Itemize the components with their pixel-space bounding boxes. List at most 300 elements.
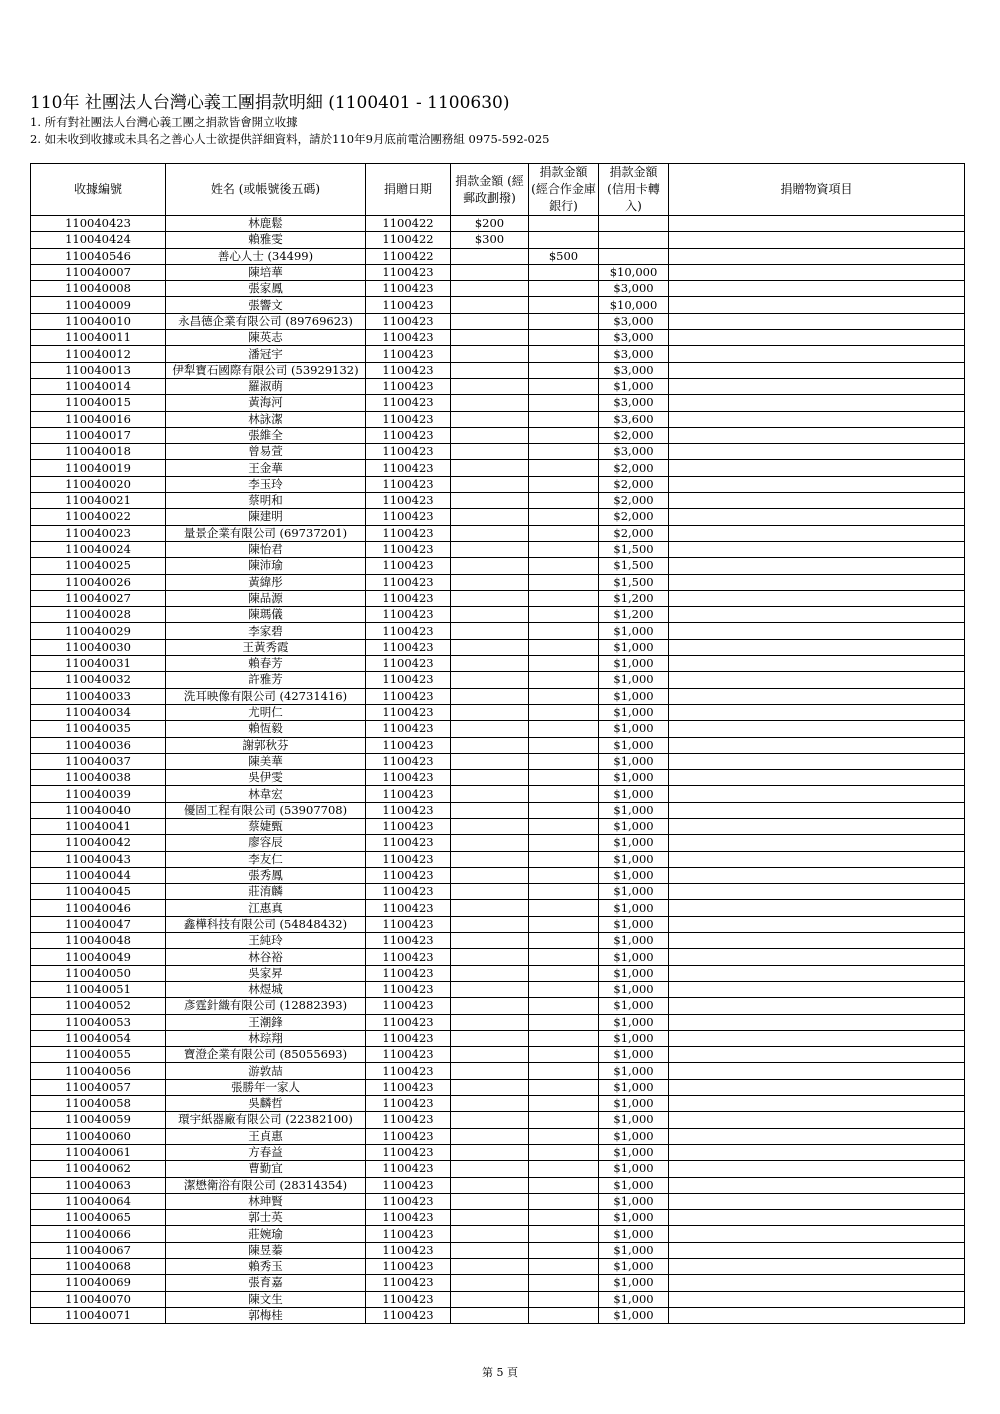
cell-receipt-no: 110040028 (31, 607, 166, 623)
header-receipt-no: 收據編號 (31, 164, 166, 216)
cell-donor-name: 李友仁 (166, 851, 366, 867)
cell-amount-bank (529, 786, 599, 802)
table-row (31, 607, 965, 623)
cell-amount-postal (451, 867, 529, 883)
cell-receipt-no: 110040039 (31, 786, 166, 802)
cell-donor-name: 潘冠宇 (166, 346, 366, 362)
cell-amount-bank (529, 1242, 599, 1258)
cell-donor-name: 陳英志 (166, 330, 366, 346)
cell-receipt-no: 110040058 (31, 1096, 166, 1112)
cell-amount-postal (451, 1030, 529, 1046)
cell-donor-name: 陳怡君 (166, 541, 366, 557)
cell-donor-name: 蔡婕甄 (166, 818, 366, 834)
table-row (31, 981, 965, 997)
cell-donated-items (669, 1096, 965, 1112)
cell-receipt-no: 110040071 (31, 1307, 166, 1323)
cell-donation-date: 1100423 (366, 721, 451, 737)
cell-amount-postal (451, 607, 529, 623)
cell-donation-date: 1100423 (366, 395, 451, 411)
table-row (31, 1096, 965, 1112)
cell-amount-bank (529, 688, 599, 704)
cell-donated-items (669, 786, 965, 802)
cell-amount-postal (451, 444, 529, 460)
cell-amount-postal (451, 1144, 529, 1160)
cell-donated-items (669, 1047, 965, 1063)
cell-donor-name: 張秀鳳 (166, 867, 366, 883)
cell-donated-items (669, 704, 965, 720)
cell-amount-credit-card: $1,000 (599, 965, 669, 981)
cell-receipt-no: 110040062 (31, 1161, 166, 1177)
cell-donor-name: 陳沛瑜 (166, 558, 366, 574)
cell-receipt-no: 110040067 (31, 1242, 166, 1258)
cell-receipt-no: 110040036 (31, 737, 166, 753)
cell-donation-date: 1100423 (366, 998, 451, 1014)
cell-amount-postal: $300 (451, 232, 529, 248)
cell-receipt-no: 110040050 (31, 965, 166, 981)
cell-receipt-no: 110040024 (31, 541, 166, 557)
cell-amount-postal (451, 802, 529, 818)
cell-amount-postal (451, 835, 529, 851)
cell-donation-date: 1100423 (366, 1307, 451, 1323)
cell-donated-items (669, 1275, 965, 1291)
cell-amount-credit-card (599, 248, 669, 264)
cell-donor-name: 曾易萱 (166, 444, 366, 460)
table-row (31, 867, 965, 883)
note-2: 2. 如未收到收據或未具名之善心人士欲提供詳細資料，請於110年9月底前電洽團務組 0975-592-025 (30, 132, 550, 146)
cell-amount-bank (529, 330, 599, 346)
cell-receipt-no: 110040008 (31, 281, 166, 297)
cell-donor-name: 吳麟哲 (166, 1096, 366, 1112)
cell-donation-date: 1100423 (366, 264, 451, 280)
cell-amount-postal (451, 1128, 529, 1144)
cell-amount-postal (451, 1210, 529, 1226)
cell-donated-items (669, 1177, 965, 1193)
cell-amount-bank (529, 216, 599, 232)
table-row (31, 509, 965, 525)
donation-table (30, 163, 965, 1324)
table-row (31, 770, 965, 786)
table-row (31, 216, 965, 232)
cell-amount-bank (529, 1112, 599, 1128)
cell-donated-items (669, 509, 965, 525)
cell-amount-postal (451, 541, 529, 557)
cell-donor-name: 吳伊雯 (166, 770, 366, 786)
cell-amount-credit-card: $1,000 (599, 753, 669, 769)
cell-donated-items (669, 427, 965, 443)
cell-amount-credit-card: $1,000 (599, 1161, 669, 1177)
cell-donation-date: 1100423 (366, 949, 451, 965)
cell-donation-date: 1100423 (366, 1128, 451, 1144)
cell-receipt-no: 110040020 (31, 476, 166, 492)
cell-donor-name: 羅淑萌 (166, 378, 366, 394)
cell-amount-bank (529, 704, 599, 720)
cell-amount-postal (451, 623, 529, 639)
cell-receipt-no: 110040053 (31, 1014, 166, 1030)
cell-donation-date: 1100423 (366, 818, 451, 834)
cell-donor-name: 王純玲 (166, 933, 366, 949)
cell-donated-items (669, 753, 965, 769)
cell-donated-items (669, 313, 965, 329)
cell-amount-postal (451, 297, 529, 313)
cell-donated-items (669, 884, 965, 900)
cell-receipt-no: 110040423 (31, 216, 166, 232)
cell-donated-items (669, 378, 965, 394)
cell-amount-postal (451, 493, 529, 509)
cell-amount-bank (529, 590, 599, 606)
cell-donation-date: 1100422 (366, 248, 451, 264)
cell-amount-bank (529, 1177, 599, 1193)
cell-donated-items (669, 216, 965, 232)
cell-donated-items (669, 737, 965, 753)
page-number: 第 5 頁 (482, 1366, 518, 1379)
cell-donor-name: 陳品源 (166, 590, 366, 606)
table-row (31, 818, 965, 834)
cell-receipt-no: 110040013 (31, 362, 166, 378)
cell-amount-credit-card: $1,000 (599, 900, 669, 916)
cell-amount-credit-card: $3,000 (599, 313, 669, 329)
cell-amount-credit-card: $3,000 (599, 281, 669, 297)
cell-donation-date: 1100423 (366, 672, 451, 688)
cell-donated-items (669, 802, 965, 818)
cell-amount-credit-card: $1,000 (599, 1047, 669, 1063)
cell-receipt-no: 110040040 (31, 802, 166, 818)
cell-donor-name: 許雅芳 (166, 672, 366, 688)
cell-amount-bank (529, 1063, 599, 1079)
cell-amount-bank (529, 607, 599, 623)
cell-amount-postal (451, 1063, 529, 1079)
cell-amount-bank (529, 818, 599, 834)
cell-receipt-no: 110040025 (31, 558, 166, 574)
cell-receipt-no: 110040066 (31, 1226, 166, 1242)
cell-amount-postal (451, 281, 529, 297)
cell-donated-items (669, 297, 965, 313)
cell-amount-credit-card: $1,000 (599, 867, 669, 883)
table-row (31, 1242, 965, 1258)
cell-donated-items (669, 460, 965, 476)
cell-donation-date: 1100423 (366, 639, 451, 655)
cell-donation-date: 1100423 (366, 1063, 451, 1079)
header-amount-credit-card: 捐款金額 (信用卡轉入) (599, 164, 669, 216)
cell-amount-bank (529, 1096, 599, 1112)
cell-amount-credit-card: $3,600 (599, 411, 669, 427)
cell-receipt-no: 110040069 (31, 1275, 166, 1291)
cell-amount-credit-card: $3,000 (599, 362, 669, 378)
cell-donation-date: 1100423 (366, 835, 451, 851)
cell-amount-bank (529, 1079, 599, 1095)
cell-donor-name: 伊犁寶石國際有限公司 (53929132) (166, 362, 366, 378)
cell-amount-credit-card: $1,500 (599, 541, 669, 557)
cell-amount-bank (529, 1210, 599, 1226)
table-row (31, 753, 965, 769)
cell-donor-name: 江惠真 (166, 900, 366, 916)
table-row (31, 1291, 965, 1307)
cell-donor-name: 郭梅桂 (166, 1307, 366, 1323)
cell-donor-name: 林煜城 (166, 981, 366, 997)
cell-donation-date: 1100423 (366, 1014, 451, 1030)
cell-amount-credit-card: $1,000 (599, 770, 669, 786)
cell-amount-credit-card: $1,000 (599, 1112, 669, 1128)
cell-amount-postal (451, 737, 529, 753)
cell-donor-name: 張維全 (166, 427, 366, 443)
cell-donation-date: 1100423 (366, 916, 451, 932)
table-row (31, 656, 965, 672)
cell-donation-date: 1100423 (366, 493, 451, 509)
cell-donor-name: 彥霆針織有限公司 (12882393) (166, 998, 366, 1014)
table-header-row (31, 164, 965, 216)
cell-donated-items (669, 623, 965, 639)
cell-amount-postal (451, 264, 529, 280)
cell-amount-postal (451, 1112, 529, 1128)
cell-donation-date: 1100423 (366, 444, 451, 460)
cell-donated-items (669, 639, 965, 655)
cell-donated-items (669, 493, 965, 509)
cell-amount-credit-card: $1,000 (599, 1291, 669, 1307)
cell-donor-name: 潔懋衛浴有限公司 (28314354) (166, 1177, 366, 1193)
table-row (31, 1259, 965, 1275)
cell-amount-credit-card: $1,000 (599, 1307, 669, 1323)
cell-donation-date: 1100423 (366, 574, 451, 590)
cell-amount-postal (451, 346, 529, 362)
cell-amount-postal (451, 509, 529, 525)
cell-donated-items (669, 688, 965, 704)
cell-amount-postal (451, 362, 529, 378)
cell-donor-name: 賴雅雯 (166, 232, 366, 248)
cell-donated-items (669, 1030, 965, 1046)
cell-donor-name: 王貞惠 (166, 1128, 366, 1144)
table-row (31, 900, 965, 916)
cell-donation-date: 1100423 (366, 411, 451, 427)
cell-donated-items (669, 1210, 965, 1226)
cell-amount-credit-card: $2,000 (599, 427, 669, 443)
cell-amount-bank (529, 1030, 599, 1046)
cell-donor-name: 林珅賢 (166, 1193, 366, 1209)
cell-receipt-no: 110040027 (31, 590, 166, 606)
cell-amount-postal (451, 998, 529, 1014)
cell-donated-items (669, 1161, 965, 1177)
table-row (31, 476, 965, 492)
cell-amount-postal (451, 1079, 529, 1095)
cell-donation-date: 1100423 (366, 1275, 451, 1291)
cell-donated-items (669, 411, 965, 427)
table-row (31, 232, 965, 248)
cell-amount-credit-card: $2,000 (599, 460, 669, 476)
cell-amount-credit-card: $1,000 (599, 737, 669, 753)
header-donated-items: 捐贈物資項目 (669, 164, 965, 216)
cell-receipt-no: 110040055 (31, 1047, 166, 1063)
table-row (31, 672, 965, 688)
cell-donor-name: 張響文 (166, 297, 366, 313)
cell-donor-name: 林韋宏 (166, 786, 366, 802)
cell-amount-postal (451, 460, 529, 476)
cell-receipt-no: 110040018 (31, 444, 166, 460)
cell-amount-credit-card: $3,000 (599, 346, 669, 362)
cell-amount-bank (529, 753, 599, 769)
cell-donated-items (669, 395, 965, 411)
cell-amount-credit-card: $3,000 (599, 330, 669, 346)
cell-amount-credit-card (599, 232, 669, 248)
cell-amount-bank (529, 933, 599, 949)
cell-receipt-no: 110040061 (31, 1144, 166, 1160)
cell-donated-items (669, 281, 965, 297)
cell-amount-bank (529, 232, 599, 248)
cell-amount-bank (529, 1128, 599, 1144)
cell-amount-bank (529, 672, 599, 688)
cell-amount-bank (529, 558, 599, 574)
cell-amount-postal (451, 704, 529, 720)
cell-amount-postal: $200 (451, 216, 529, 232)
cell-receipt-no: 110040064 (31, 1193, 166, 1209)
table-row (31, 688, 965, 704)
cell-donated-items (669, 933, 965, 949)
cell-amount-bank (529, 802, 599, 818)
cell-amount-postal (451, 818, 529, 834)
cell-donated-items (669, 444, 965, 460)
cell-amount-bank (529, 493, 599, 509)
cell-amount-bank (529, 525, 599, 541)
cell-donation-date: 1100423 (366, 525, 451, 541)
table-row (31, 1014, 965, 1030)
table-row (31, 1193, 965, 1209)
page-title: 110年 社團法人台灣心義工團捐款明細 (1100401 - 1100630) (30, 93, 510, 113)
cell-donor-name: 優固工程有限公司 (53907708) (166, 802, 366, 818)
cell-donated-items (669, 362, 965, 378)
cell-receipt-no: 110040048 (31, 933, 166, 949)
table-row (31, 623, 965, 639)
cell-amount-bank (529, 1014, 599, 1030)
cell-donated-items (669, 1079, 965, 1095)
cell-receipt-no: 110040009 (31, 297, 166, 313)
cell-receipt-no: 110040032 (31, 672, 166, 688)
table-row (31, 1030, 965, 1046)
cell-donor-name: 賴春芳 (166, 656, 366, 672)
cell-donor-name: 蔡明和 (166, 493, 366, 509)
cell-donation-date: 1100423 (366, 1259, 451, 1275)
cell-donation-date: 1100423 (366, 786, 451, 802)
cell-donated-items (669, 1259, 965, 1275)
cell-donor-name: 游敦喆 (166, 1063, 366, 1079)
table-row (31, 1275, 965, 1291)
cell-donation-date: 1100423 (366, 1193, 451, 1209)
cell-donated-items (669, 1193, 965, 1209)
cell-amount-bank (529, 835, 599, 851)
cell-amount-bank (529, 884, 599, 900)
table-row (31, 704, 965, 720)
cell-receipt-no: 110040007 (31, 264, 166, 280)
cell-receipt-no: 110040045 (31, 884, 166, 900)
cell-receipt-no: 110040023 (31, 525, 166, 541)
cell-donor-name: 李家碧 (166, 623, 366, 639)
cell-receipt-no: 110040015 (31, 395, 166, 411)
cell-amount-credit-card: $1,000 (599, 916, 669, 932)
cell-amount-bank (529, 378, 599, 394)
cell-amount-credit-card: $1,000 (599, 802, 669, 818)
cell-receipt-no: 110040033 (31, 688, 166, 704)
cell-donated-items (669, 1128, 965, 1144)
cell-amount-postal (451, 916, 529, 932)
cell-donor-name: 張育嘉 (166, 1275, 366, 1291)
cell-donation-date: 1100423 (366, 753, 451, 769)
cell-receipt-no: 110040059 (31, 1112, 166, 1128)
cell-donated-items (669, 607, 965, 623)
cell-donor-name: 王黃秀霞 (166, 639, 366, 655)
cell-amount-postal (451, 688, 529, 704)
cell-amount-bank (529, 721, 599, 737)
cell-amount-credit-card: $1,000 (599, 1242, 669, 1258)
table-body (31, 216, 965, 1324)
cell-amount-bank (529, 476, 599, 492)
table-row (31, 281, 965, 297)
cell-amount-bank (529, 656, 599, 672)
cell-amount-credit-card: $1,000 (599, 672, 669, 688)
table-row (31, 362, 965, 378)
cell-amount-bank (529, 949, 599, 965)
cell-amount-bank (529, 916, 599, 932)
cell-donated-items (669, 981, 965, 997)
table-row (31, 330, 965, 346)
cell-amount-credit-card: $1,000 (599, 786, 669, 802)
cell-donated-items (669, 656, 965, 672)
table-row (31, 1161, 965, 1177)
cell-amount-credit-card (599, 216, 669, 232)
cell-donation-date: 1100423 (366, 297, 451, 313)
cell-amount-bank (529, 965, 599, 981)
cell-amount-bank (529, 1275, 599, 1291)
cell-amount-bank (529, 297, 599, 313)
cell-receipt-no: 110040014 (31, 378, 166, 394)
cell-amount-postal (451, 1242, 529, 1258)
cell-amount-bank (529, 639, 599, 655)
cell-donation-date: 1100423 (366, 362, 451, 378)
cell-amount-postal (451, 411, 529, 427)
table-row (31, 1226, 965, 1242)
cell-donor-name: 郭士英 (166, 1210, 366, 1226)
cell-donated-items (669, 525, 965, 541)
cell-receipt-no: 110040010 (31, 313, 166, 329)
cell-amount-credit-card: $1,000 (599, 378, 669, 394)
cell-receipt-no: 110040057 (31, 1079, 166, 1095)
cell-donor-name: 林琮翔 (166, 1030, 366, 1046)
cell-donor-name: 賴秀玉 (166, 1259, 366, 1275)
cell-amount-postal (451, 1193, 529, 1209)
cell-donor-name: 陳文生 (166, 1291, 366, 1307)
cell-donation-date: 1100422 (366, 232, 451, 248)
cell-donor-name: 環宇紙器廠有限公司 (22382100) (166, 1112, 366, 1128)
cell-amount-credit-card: $1,000 (599, 704, 669, 720)
cell-donated-items (669, 232, 965, 248)
table-row (31, 916, 965, 932)
table-row (31, 444, 965, 460)
cell-amount-postal (451, 900, 529, 916)
cell-donation-date: 1100423 (366, 1079, 451, 1095)
cell-donor-name: 方春益 (166, 1144, 366, 1160)
cell-donation-date: 1100423 (366, 1242, 451, 1258)
cell-receipt-no: 110040546 (31, 248, 166, 264)
cell-receipt-no: 110040046 (31, 900, 166, 916)
cell-donor-name: 鑫樺科技有限公司 (54848432) (166, 916, 366, 932)
cell-amount-postal (451, 558, 529, 574)
table-row (31, 965, 965, 981)
cell-amount-bank (529, 1226, 599, 1242)
cell-amount-postal (451, 981, 529, 997)
cell-donor-name: 洗耳映像有限公司 (42731416) (166, 688, 366, 704)
table-row (31, 786, 965, 802)
table-row (31, 1210, 965, 1226)
cell-amount-credit-card: $1,000 (599, 1226, 669, 1242)
cell-donor-name: 陳昱蓁 (166, 1242, 366, 1258)
cell-donated-items (669, 949, 965, 965)
cell-receipt-no: 110040054 (31, 1030, 166, 1046)
cell-donation-date: 1100423 (366, 313, 451, 329)
